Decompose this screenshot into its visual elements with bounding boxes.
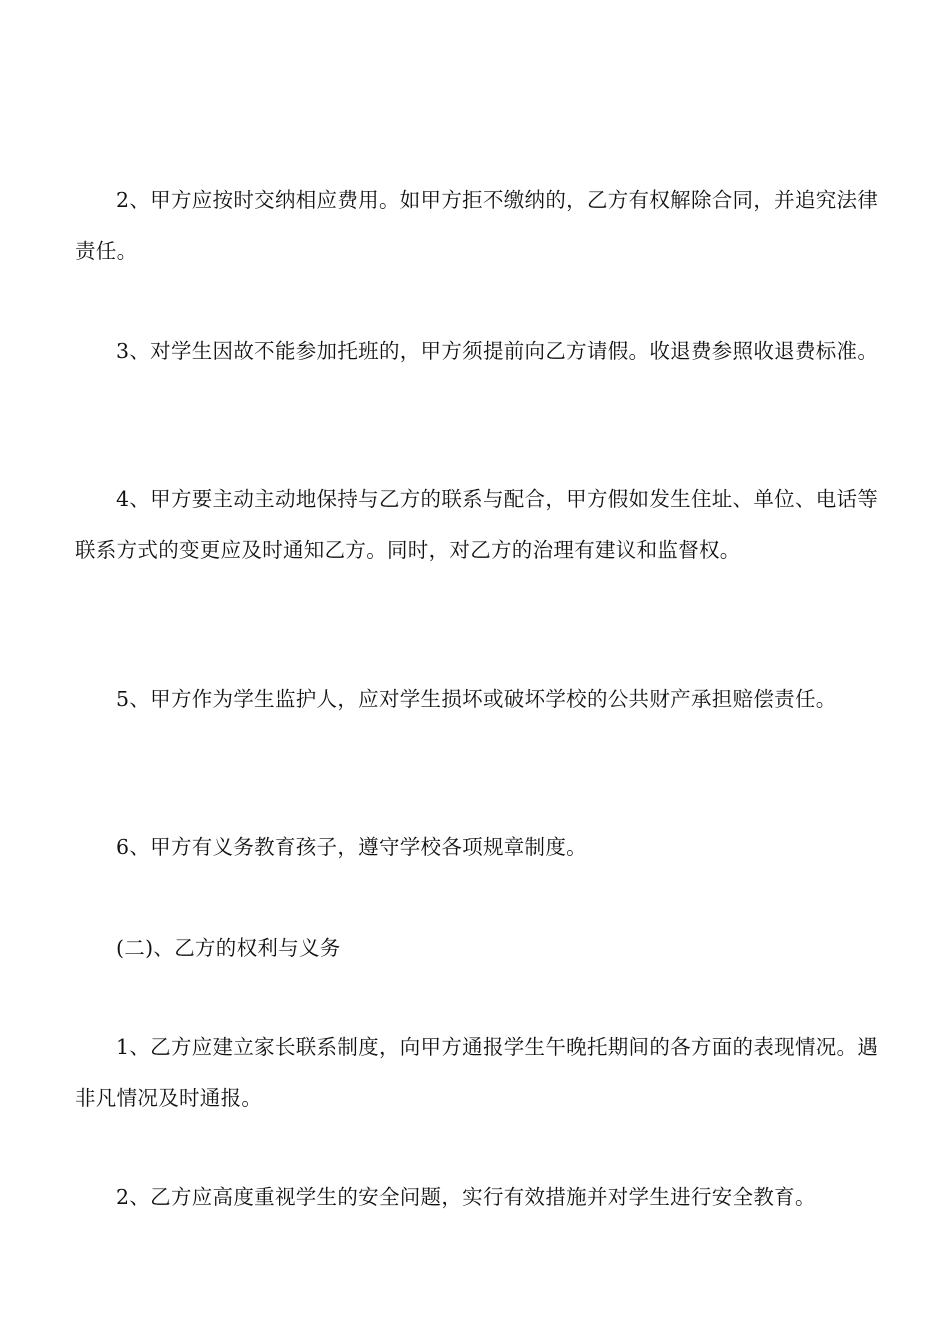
- paragraph-party-a-contact: 4、甲方要主动主动地保持与乙方的联系与配合，甲方假如发生住址、单位、电话等联系方式的变更应及时通知乙方。同时，对乙方的治理有建议和监督权。: [75, 487, 879, 562]
- paragraph-party-a-compensation: 5、甲方作为学生监护人，应对学生损坏或破坏学校的公共财产承担赔偿责任。: [116, 687, 837, 711]
- paragraph-party-a-leave: 3、对学生因故不能参加托班的，甲方须提前向乙方请假。收退费参照收退费标准。: [116, 339, 879, 363]
- section-heading-party-b: (二)、乙方的权利与义务: [116, 936, 341, 960]
- paragraph-party-a-fees: 2、甲方应按时交纳相应费用。如甲方拒不缴纳的，乙方有权解除合同，并追究法律责任。: [75, 188, 879, 263]
- paragraph-party-b-safety: 2、乙方应高度重视学生的安全问题，实行有效措施并对学生进行安全教育。: [116, 1185, 816, 1209]
- paragraph-party-b-parent-contact: 1、乙方应建立家长联系制度，向甲方通报学生午晚托期间的各方面的表现情况。遇非凡情况及时通报。: [75, 1035, 879, 1110]
- paragraph-party-a-education: 6、甲方有义务教育孩子，遵守学校各项规章制度。: [116, 835, 587, 859]
